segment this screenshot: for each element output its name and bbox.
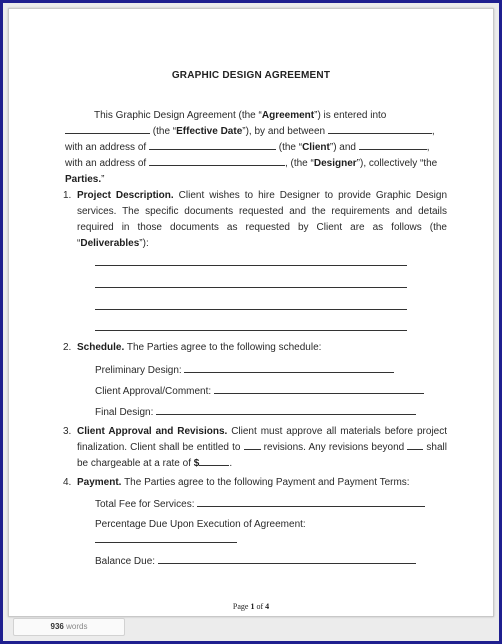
section-project-description: 1. Project Description. Client wishes to hire Designer to provide Graphic Design services. The specific documents requested and the requirements and details required in those documents as requested by Client are as follows (the “Deliverables”):	[63, 190, 448, 249]
section-heading: Schedule.	[77, 342, 125, 353]
total-page-count: 4	[265, 602, 270, 611]
party-one-blank[interactable]	[328, 124, 432, 134]
designer-name-blank[interactable]	[359, 140, 427, 150]
deliverables-line-2[interactable]	[95, 287, 407, 288]
payment-row-balance: Balance Due:	[95, 554, 416, 569]
designer-address-blank[interactable]	[149, 156, 285, 166]
section-heading: Client Approval and Revisions.	[77, 426, 228, 437]
word-count-value: 936	[50, 622, 64, 631]
balance-due-blank[interactable]	[158, 554, 416, 564]
page-footer: Page 1 of 4	[232, 602, 270, 611]
document-page	[8, 8, 494, 617]
preliminary-design-blank[interactable]	[184, 363, 394, 373]
current-page-number: 1	[250, 602, 255, 611]
schedule-row-final: Final Design:	[95, 405, 416, 420]
revisions-count-blank[interactable]	[244, 440, 261, 450]
payment-row-total-fee: Total Fee for Services:	[95, 497, 425, 512]
payment-row-percentage: Percentage Due Upon Execution of Agreement:	[95, 519, 306, 530]
document-viewer	[3, 3, 499, 641]
total-fee-blank[interactable]	[197, 497, 425, 507]
section-heading: Project Description.	[77, 190, 174, 201]
word-count-indicator[interactable]	[13, 618, 125, 636]
schedule-row-approval: Client Approval/Comment:	[95, 384, 424, 399]
final-design-blank[interactable]	[156, 405, 416, 415]
effective-date-blank[interactable]	[65, 124, 150, 134]
deliverables-line-4[interactable]	[95, 330, 407, 331]
client-approval-blank[interactable]	[214, 384, 424, 394]
intro-paragraph: This Graphic Design Agreement (the “Agreement”) is entered into (the “Effective Date”), by and between , with an address of (the “Client”) and , with an address of , (the “Designer”), collectively “the Parties.”	[65, 110, 438, 185]
deliverables-line-1[interactable]	[95, 265, 407, 266]
section-approval-revisions: 3. Client Approval and Revisions. Client must approve all materials before project finalization. Client shall be entitled to revisions. Any revisions beyond shall be chargeable at a rate of $ .	[63, 426, 448, 469]
document-title: GRAPHIC DESIGN AGREEMENT	[171, 70, 331, 81]
percentage-due-blank[interactable]	[95, 542, 237, 543]
section-payment: 4. Payment. The Parties agree to the following Payment and Payment Terms:	[63, 477, 410, 488]
deliverables-line-3[interactable]	[95, 309, 407, 310]
word-count-label: words	[66, 622, 88, 631]
revision-rate-blank[interactable]	[199, 456, 229, 466]
schedule-row-preliminary: Preliminary Design:	[95, 363, 394, 378]
revisions-limit-blank[interactable]	[407, 440, 423, 450]
section-schedule: 2. Schedule. The Parties agree to the following schedule:	[63, 342, 322, 353]
section-heading: Payment.	[77, 477, 122, 488]
client-address-blank[interactable]	[149, 140, 276, 150]
